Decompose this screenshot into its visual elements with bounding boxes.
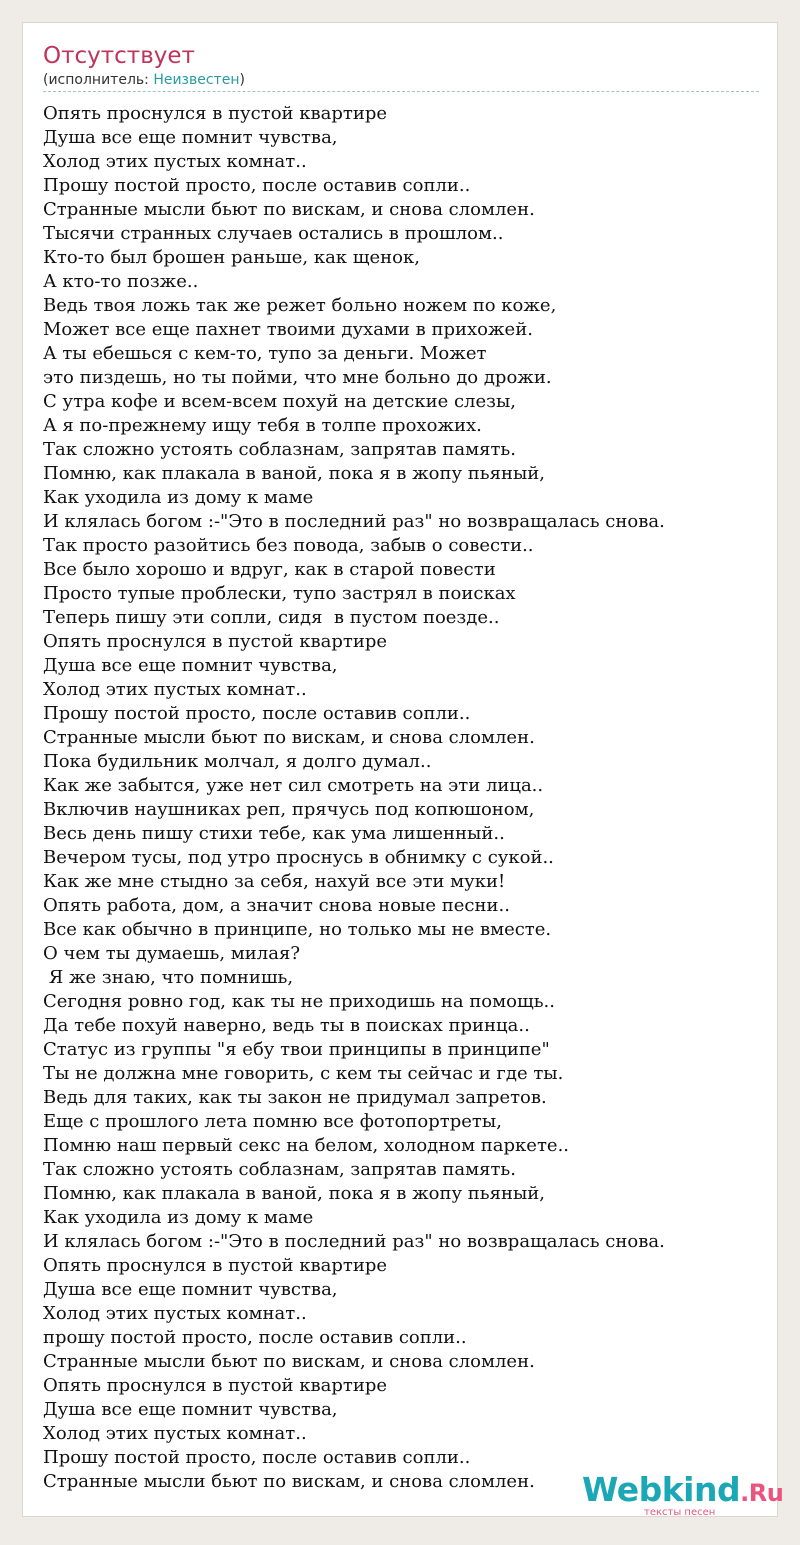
lyric-line: прошу постой просто, после оставив сопли.. [43,1327,467,1348]
lyric-line: Странные мысли бьют по вискам, и снова сломлен. [43,727,535,748]
song-card [22,22,778,1517]
lyric-line: Опять работа, дом, а значит снова новые песни.. [43,895,510,916]
webkind-logo[interactable] [582,1472,782,1532]
lyric-line: Вечером тусы, под утро проснусь в обнимку с сукой.. [43,847,554,868]
lyric-line: Холод этих пустых комнат.. [43,1303,307,1324]
performer-link[interactable]: Неизвестен [153,72,240,88]
lyric-line: Душа все еще помнит чувства, [43,655,338,676]
lyric-line: Я же знаю, что помнишь, [43,967,294,988]
lyric-line: Странные мысли бьют по вискам, и снова сломлен. [43,1351,535,1372]
lyric-line: Включив наушниках реп, прячусь под копюшоном, [43,799,535,820]
lyric-line: Просто тупые проблески, тупо застрял в поисках [43,583,516,604]
lyric-line: Прошу постой просто, после оставив сопли.. [43,1447,471,1468]
lyric-line: И клялась богом :-"Это в последний раз" но возвращалась снова. [43,511,665,532]
lyric-line: А ты ебешься с кем-то, тупо за деньги. Может [43,343,487,364]
logo-tld: .Ru [740,1479,784,1507]
lyric-line: А я по-прежнему ищу тебя в толпе прохожих. [43,415,482,436]
lyric-line: А кто-то позже.. [43,271,199,292]
lyric-line: Все было хорошо и вдруг, как в старой повести [43,559,496,580]
lyric-line: Холод этих пустых комнат.. [43,679,307,700]
lyric-line: Да тебе похуй наверно, ведь ты в поисках принца.. [43,1015,530,1036]
lyric-line: Опять проснулся в пустой квартире [43,631,388,652]
performer-line [43,71,759,92]
lyric-line: Тысячи странных случаев остались в прошлом.. [43,223,504,244]
song-title: Отсутствует [43,43,195,69]
lyric-line: Теперь пишу эти сопли, сидя в пустом поезде.. [43,607,500,628]
lyric-line: Сегодня ровно год, как ты не приходишь на помощь.. [43,991,555,1012]
lyric-line: Ты не должна мне говорить, с кем ты сейчас и где ты. [43,1063,564,1084]
lyric-line: Душа все еще помнит чувства, [43,1399,338,1420]
lyric-line: Может все еще пахнет твоими духами в прихожей. [43,319,533,340]
lyric-line: Помню, как плакала в ваной, пока я в жопу пьяный, [43,463,545,484]
lyric-line: Пока будильник молчал, я долго думал.. [43,751,432,772]
lyric-line: Странные мысли бьют по вискам, и снова сломлен. [43,1471,535,1492]
logo-wordmark [582,1472,782,1511]
lyric-line: Весь день пишу стихи тебе, как ума лишенный.. [43,823,505,844]
lyric-line: Ведь твоя ложь так же режет больно ножем по коже, [43,295,557,316]
lyric-line: Так сложно устоять соблазнам, запрятав память. [43,1159,516,1180]
lyric-line: Как уходила из дому к маме [43,1207,314,1228]
lyric-line: Помню наш первый секс на белом, холодном паркете.. [43,1135,570,1156]
lyric-line: Статус из группы "я ебу твои принципы в принципе" [43,1039,550,1060]
logo-main-text: Webkind [582,1470,741,1509]
lyric-line: Ведь для таких, как ты закон не придумал запретов. [43,1087,547,1108]
lyric-line: О чем ты думаешь, милая? [43,943,300,964]
lyric-line: Так сложно устоять соблазнам, запрятав память. [43,439,516,460]
lyric-line: С утра кофе и всем-всем похуй на детские слезы, [43,391,517,412]
lyric-line: Опять проснулся в пустой квартире [43,103,388,124]
lyric-line: Опять проснулся в пустой квартире [43,1255,388,1276]
lyric-line: Холод этих пустых комнат.. [43,1423,307,1444]
lyrics-body [43,102,759,1494]
performer-suffix: ) [239,72,245,88]
song-header [43,41,759,92]
lyric-line: Прошу постой просто, после оставив сопли.. [43,703,471,724]
logo-tagline: тексты песен [644,1507,716,1518]
lyric-line: Как уходила из дому к маме [43,487,314,508]
lyric-line: Прошу постой просто, после оставив сопли.. [43,175,471,196]
lyric-line: Как же мне стыдно за себя, нахуй все эти муки! [43,871,506,892]
lyric-line: Все как обычно в принципе, но только мы не вместе. [43,919,552,940]
lyric-line: Душа все еще помнит чувства, [43,1279,338,1300]
lyric-line: Еще с прошлого лета помню все фотопортреты, [43,1111,502,1132]
lyric-line: Так просто разойтись без повода, забыв о совести.. [43,535,534,556]
lyric-line: это пиздешь, но ты пойми, что мне больно до дрожи. [43,367,552,388]
performer-prefix: (исполнитель: [43,72,154,88]
lyric-line: Опять проснулся в пустой квартире [43,1375,388,1396]
lyric-line: Как же забытся, уже нет сил смотреть на эти лица.. [43,775,544,796]
lyric-line: Странные мысли бьют по вискам, и снова сломлен. [43,199,535,220]
lyric-line: Душа все еще помнит чувства, [43,127,338,148]
lyric-line: Кто-то был брошен раньше, как щенок, [43,247,420,268]
lyric-line: Помню, как плакала в ваной, пока я в жопу пьяный, [43,1183,545,1204]
lyric-line: И клялась богом :-"Это в последний раз" но возвращалась снова. [43,1231,665,1252]
lyric-line: Холод этих пустых комнат.. [43,151,307,172]
